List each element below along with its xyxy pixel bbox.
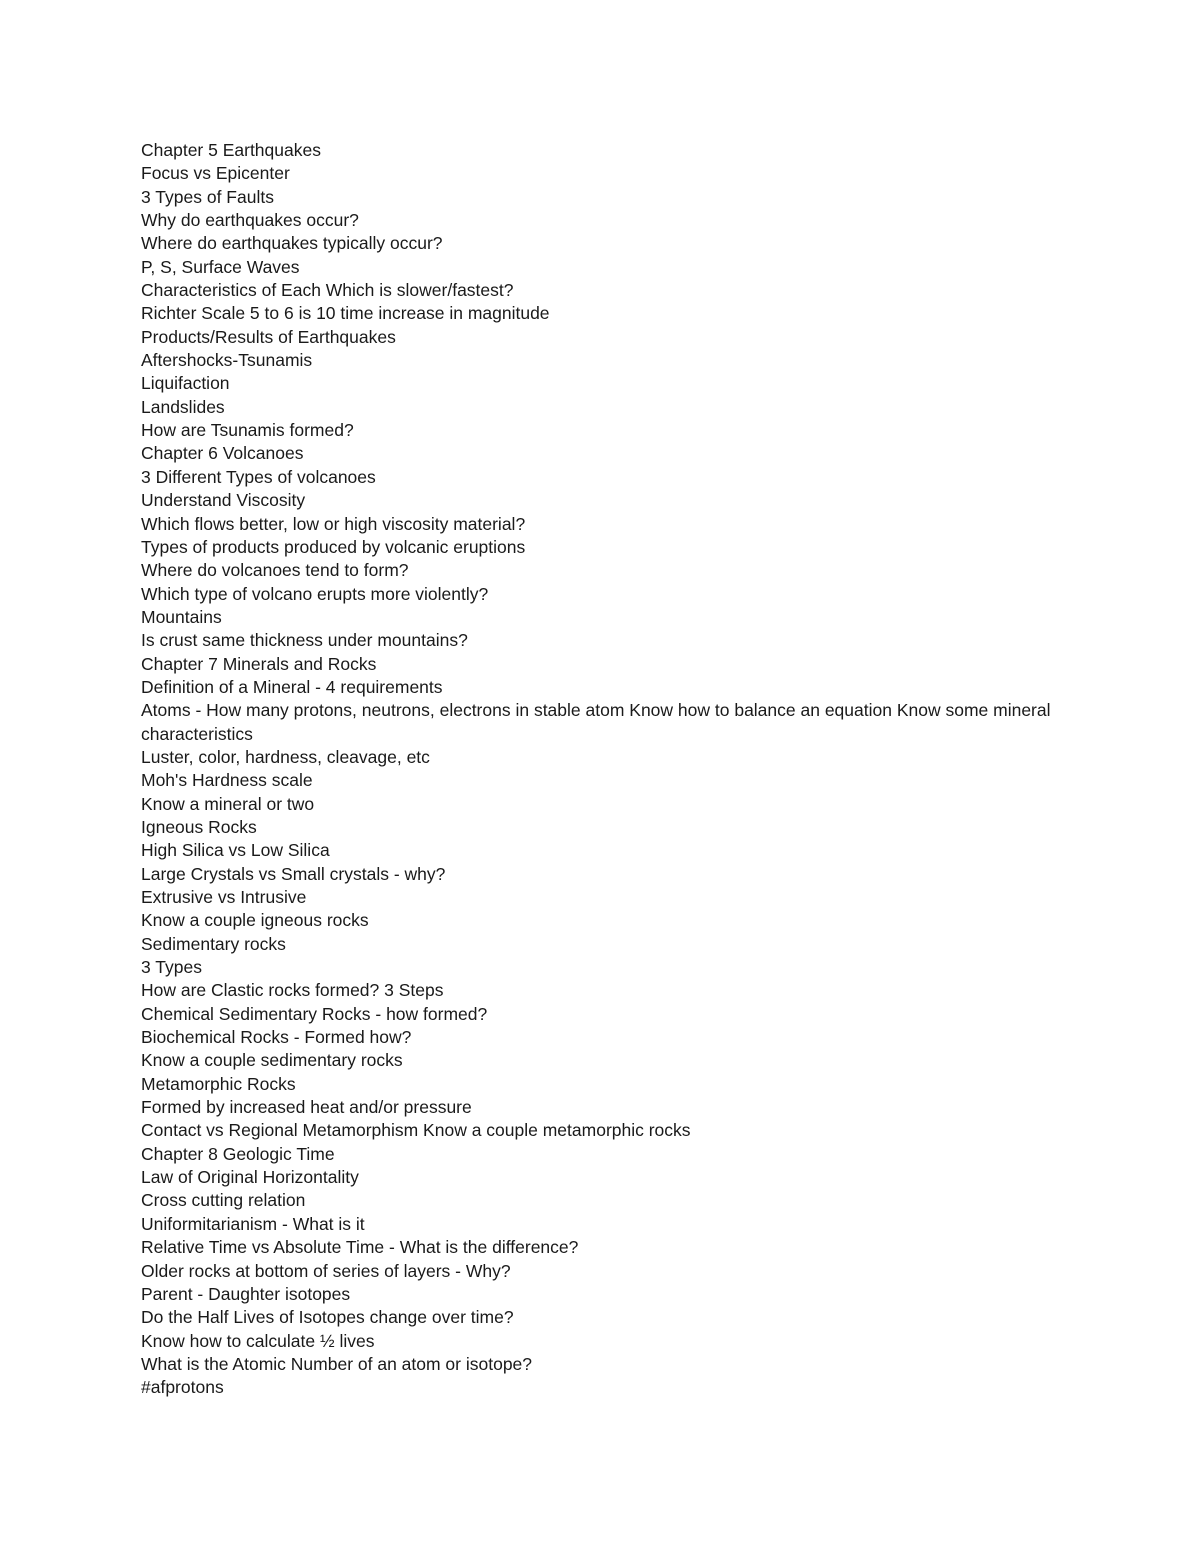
text-line: 3 Types of Faults: [141, 186, 274, 207]
text-line: Why do earthquakes occur?: [141, 210, 359, 231]
text-line: Cross cutting relation: [141, 1190, 306, 1211]
hashtag-line: #afprotons: [141, 1377, 224, 1398]
text-line: Chemical Sedimentary Rocks - how formed?: [141, 1003, 488, 1024]
text-line: Know a couple sedimentary rocks: [141, 1050, 403, 1071]
text-line: Contact vs Regional Metamorphism Know a couple metamorphic rocks: [141, 1120, 691, 1141]
text-line: Understand Viscosity: [141, 490, 306, 511]
text-line: Extrusive vs Intrusive: [141, 887, 307, 907]
text-line: Is crust same thickness under mountains?: [141, 630, 468, 651]
text-line: 3 Types: [141, 957, 202, 978]
text-line: Which flows better, low or high viscosity material?: [141, 513, 526, 534]
text-line: How are Tsunamis formed?: [141, 420, 354, 441]
text-line: Landslides: [141, 396, 225, 417]
text-line: Moh's Hardness scale: [141, 770, 313, 791]
text-line: Richter Scale 5 to 6 is 10 time increase in magnitude: [141, 303, 550, 324]
text-line: Focus vs Epicenter: [141, 163, 290, 184]
text-line: Liquifaction: [141, 373, 230, 394]
text-line: Definition of a Mineral - 4 requirements: [141, 676, 443, 697]
text-line: Large Crystals vs Small crystals - why?: [141, 863, 446, 884]
text-line: What is the Atomic Number of an atom or isotope?: [141, 1353, 533, 1374]
text-line: Which type of volcano erupts more violently?: [141, 583, 489, 604]
text-line: Aftershocks-Tsunamis: [141, 350, 313, 371]
text-line: Biochemical Rocks - Formed how?: [141, 1027, 412, 1048]
text-line: Types of products produced by volcanic eruptions: [141, 536, 526, 557]
text-line: Where do volcanoes tend to form?: [141, 560, 409, 581]
text-line: 3 Different Types of volcanoes: [141, 466, 376, 487]
text-line: Luster, color, hardness, cleavage, etc: [141, 746, 430, 767]
text-line: Mountains: [141, 606, 222, 627]
chapter-8-heading: Chapter 8 Geologic Time: [141, 1143, 335, 1164]
text-line: Relative Time vs Absolute Time - What is the difference?: [141, 1237, 579, 1258]
document-text: [141, 139, 1071, 1400]
text-line: Know a mineral or two: [141, 793, 315, 814]
text-line: How are Clastic rocks formed? 3 Steps: [141, 980, 444, 1001]
text-line: Characteristics of Each Which is slower/fastest?: [141, 280, 514, 301]
text-line: Igneous Rocks: [141, 816, 257, 837]
text-line: Do the Half Lives of Isotopes change over time?: [141, 1307, 514, 1328]
text-line: Atoms - How many protons, neutrons, electrons in stable atom Know how to balance an equation Know some mineral characteristics: [141, 700, 1051, 744]
text-line: Products/Results of Earthquakes: [141, 326, 396, 347]
chapter-5-heading: Chapter 5 Earthquakes: [141, 140, 321, 160]
text-line: Metamorphic Rocks: [141, 1073, 296, 1094]
text-line: Older rocks at bottom of series of layers - Why?: [141, 1260, 511, 1281]
text-line: Know a couple igneous rocks: [141, 910, 369, 931]
text-line: Parent - Daughter isotopes: [141, 1283, 351, 1304]
text-line: High Silica vs Low Silica: [141, 840, 330, 861]
chapter-7-heading: Chapter 7 Minerals and Rocks: [141, 653, 377, 674]
text-line: Law of Original Horizontality: [141, 1167, 359, 1188]
text-line: Know how to calculate ½ lives: [141, 1330, 375, 1351]
text-line: Where do earthquakes typically occur?: [141, 233, 443, 254]
text-line: Sedimentary rocks: [141, 933, 286, 954]
text-line: P, S, Surface Waves: [141, 256, 300, 277]
text-line: Uniformitarianism - What is it: [141, 1213, 365, 1234]
text-line: Formed by increased heat and/or pressure: [141, 1097, 472, 1118]
chapter-6-heading: Chapter 6 Volcanoes: [141, 443, 304, 464]
